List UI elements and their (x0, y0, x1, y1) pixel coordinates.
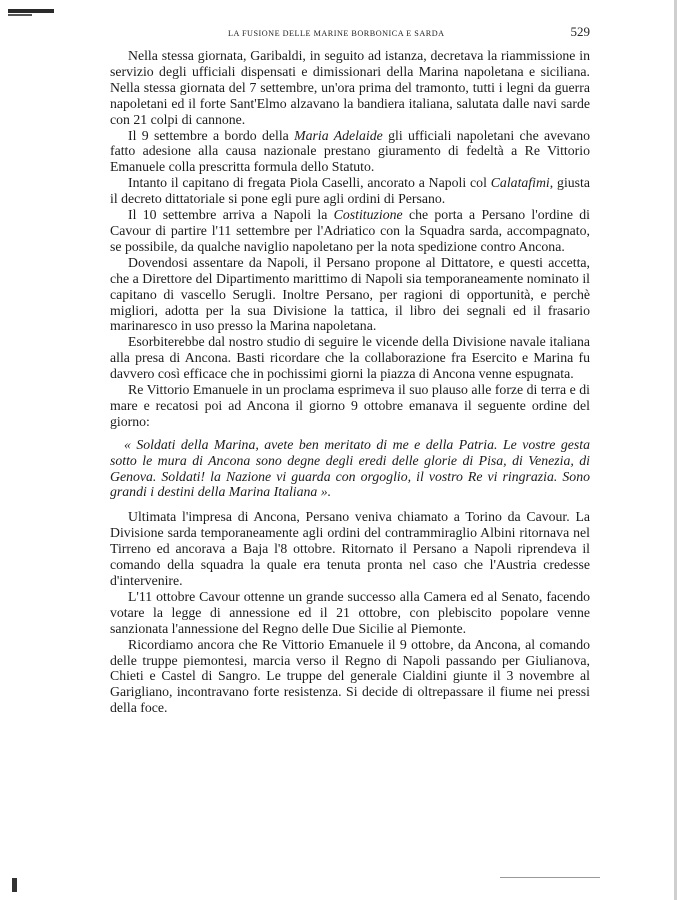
paragraph-text: che porta a Persano l'ordine di Cavour di partire l'11 settembre per l'Adriatico con la Squadra sarda, accompagnato, se possibile, da qualche naviglio napoletano per la nota spedizione contro Ancona. (110, 207, 590, 254)
page-body (110, 48, 590, 716)
running-head: LA FUSIONE DELLE MARINE BORBONICA E SARDA (228, 29, 445, 38)
paragraph (110, 334, 590, 382)
scan-edge-mark-secondary (8, 14, 32, 16)
paragraph-text: gli ufficiali napoletani che avevano fatto adesione alla causa nazionale prestano giuramento di fedeltà a Re Vittorio Emanuele colla prescritta formula dello Statuto. (110, 127, 591, 175)
paragraph (110, 175, 590, 207)
paragraphs-after-quote (110, 509, 590, 716)
paragraph: L'11 ottobre Cavour ottenne un grande successo alla Camera ed al Senato, facendo votare la legge di annessione ed il 21 ottobre, con plebiscito popolare venne sanzionata l'annessione del Regno delle Due Sicilie al Piemonte. (110, 588, 590, 636)
page-header (110, 24, 590, 40)
scan-right-border (674, 0, 677, 900)
paragraphs-before-quote (110, 48, 590, 430)
paragraph-text: Dovendosi assentare da Napoli, il Persano propone al Dittatore, e questi accetta, che a Direttore del Dipartimento marittimo di Napoli sia temporaneamente nominato il capitano di vascello Serugli. Inoltre Persano, per ragioni di opportunità, e perchè migliori, adotta per la sua Divisione la tattica, il libro dei segnali ed il frasario marinaresco in uso presso la Marina napoletana. (110, 254, 590, 334)
paragraph-text: Il 10 settembre arriva a Napoli la (128, 207, 334, 223)
paragraph-text: Nella stessa giornata, Garibaldi, in seguito ad istanza, decretava la riammissione in servizio degli ufficiali dispensati e dimissionari della Marina napoletana e siciliana. Nella stessa giornata del 7 settembre, un'ora prima del tramonto, tutti i legni da guerra napoletani ed il forte Sant'Elmo alzavano la bandiera italiana, salutata dalle navi sarde con 21 colpi di cannone. (110, 48, 590, 127)
ship-name: Costituzione (333, 207, 403, 223)
paragraph (110, 255, 590, 335)
paragraph-text: Re Vittorio Emanuele in un proclama esprimeva il suo plauso alle forze di terra e di mare e recatosi poi ad Ancona il giorno 9 ottobre emanava il seguente ordine del giorno: (110, 382, 590, 429)
scan-edge-mark (8, 9, 54, 13)
paragraph-text: Esorbiterebbe dal nostro studio di seguire le vicende della Divisione navale italiana alla presa di Ancona. Basti ricordare che la collaborazione fra Esercito e Marina fu davvero così efficace che in pochissimi giorni la piazza di Ancona venne espugnata. (110, 334, 590, 382)
ship-name: Calatafimi (490, 175, 550, 191)
scan-corner-mark (12, 878, 17, 892)
paragraph (110, 48, 590, 128)
page-number: 529 (570, 24, 590, 39)
paragraph-text: Intanto il capitano di fregata Piola Caselli, ancorato a Napoli col (128, 175, 491, 191)
paragraph: Ricordiamo ancora che Re Vittorio Emanuele il 9 ottobre, da Ancona, al comando delle truppe piemontesi, marcia verso il Regno di Napoli passando per Giulianova, Chieti e Castel di Sangro. Le truppe del generale Cialdini giunte il 3 novembre al Garigliano, incontravano forte resistenza. Si decide di oltrepassare il fiume nei pressi della foce. (110, 636, 590, 716)
paragraph (110, 128, 590, 176)
ship-name: Maria Adelaide (294, 127, 383, 143)
paragraph-text: Il 9 settembre a bordo della (128, 127, 295, 143)
paragraph-text: , giusta il decreto dittatoriale si pone egli pure agli ordini di Persano. (110, 175, 590, 207)
scan-footer-rule (500, 877, 600, 878)
proclamation-quote: « Soldati della Marina, avete ben meritato di me e della Patria. Le vostre gesta sotto le mura di Ancona sono degne degli eredi delle glorie di Pisa, di Venezia, di Genova. Soldati! la Nazione vi guarda con orgoglio, il vostro Re vi ringrazia. Sono grandi i destini della Marina Italiana ». (110, 436, 590, 500)
paragraph: Ultimata l'impresa di Ancona, Persano veniva chiamato a Torino da Cavour. La Divisione sarda temporaneamente agli ordini del contrammiraglio Albini ritornava nel Tirreno ed ancorava a Baja l'8 ottobre. Ritornato il Persano a Napoli riprendeva il comando della squadra la quale era tenuta pronta nel caso che l'Austria credesse d'intervenire. (110, 509, 590, 588)
paragraph (110, 207, 590, 255)
paragraph (110, 382, 590, 430)
